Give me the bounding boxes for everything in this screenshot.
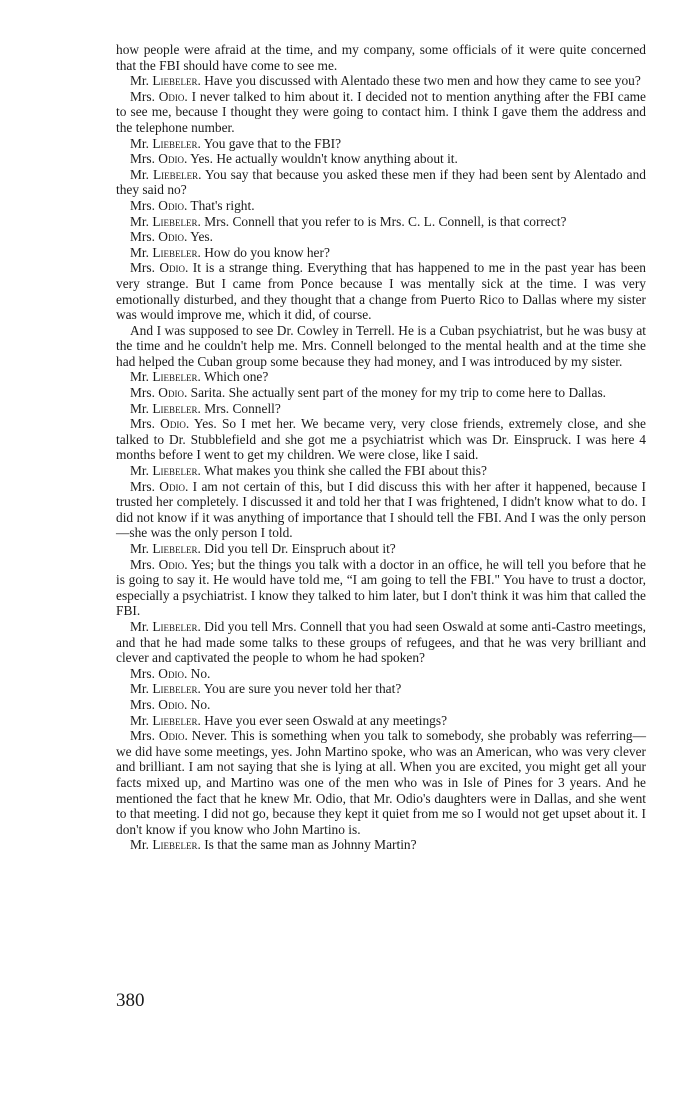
testimony-paragraph bbox=[116, 323, 646, 370]
paragraph-text: Yes. He actually wouldn't know anything about it. bbox=[187, 151, 458, 167]
speaker-title: Mr. bbox=[130, 712, 153, 728]
speaker-name: Odio. bbox=[158, 556, 188, 572]
testimony-paragraph bbox=[116, 214, 646, 230]
speaker-name: Odio. bbox=[158, 385, 188, 401]
speaker-name: Liebeler. bbox=[152, 135, 201, 151]
testimony-paragraph bbox=[116, 42, 646, 73]
testimony-paragraph bbox=[116, 416, 646, 463]
testimony-paragraph bbox=[116, 713, 646, 729]
testimony-paragraph bbox=[116, 666, 646, 682]
speaker-title: Mrs. bbox=[130, 229, 159, 245]
testimony-paragraph bbox=[116, 385, 646, 401]
speaker-name: Liebeler. bbox=[152, 244, 201, 260]
testimony-paragraph bbox=[116, 479, 646, 541]
testimony-paragraph bbox=[116, 463, 646, 479]
speaker-title: Mr. bbox=[130, 541, 153, 556]
paragraph-text: Never. This is something when you talk to somebody, she probably was referring—we did have some meetings, yes. John Martino spoke, who was an American, who was very clever and brilliant. I am not saying that she is lying at all. When you are excited, you might get all your facts mixed up, and Martino was one of the men who was in Isle of Pines for 3 years. And he mentioned the fact that he knew Mr. Odio, that Mr. Odio's daughters were in Dallas, and she went to that meeting. I did not go, because they kept it quiet from me so I would not get upset about it. I don't know if you know who John Martino is. bbox=[116, 728, 646, 837]
speaker-name: Odio. bbox=[158, 696, 188, 712]
testimony-paragraph bbox=[116, 167, 646, 198]
paragraph-text: That's right. bbox=[187, 197, 255, 213]
paragraph-text: Mrs. Connell? bbox=[200, 400, 281, 416]
paragraph-text: Yes. bbox=[187, 229, 213, 245]
speaker-name: Odio. bbox=[159, 260, 189, 276]
testimony-paragraph bbox=[116, 89, 646, 136]
speaker-title: Mr. bbox=[130, 244, 153, 260]
paragraph-text: Did you tell Mrs. Connell that you had seen Oswald at some anti-Castro meetings, and that he had made some talks to these groups of refugees, and that he was very brilliant and clever and captivated the people to whom he had spoken? bbox=[116, 618, 647, 666]
paragraph-text: I never talked to him about it. I decided not to mention anything after the FBI came to see me, because I thought they were going to contact him. I think I gave them the address and the telephone number. bbox=[116, 88, 646, 135]
speaker-name: Odio. bbox=[158, 88, 188, 104]
speaker-title: Mr. bbox=[130, 681, 153, 697]
page-number: 380 bbox=[116, 990, 145, 1011]
testimony-paragraph bbox=[116, 541, 646, 557]
paragraph-text: And I was supposed to see Dr. Cowley in Terrell. He is a Cuban psychiatrist, but he was busy at the time and he couldn't help me. Mrs. Connell belonged to the mental health and at the time she had helped the Cuban group some because they had money, and I was introduced by my sister. bbox=[116, 322, 646, 369]
speaker-name: Liebeler. bbox=[152, 213, 201, 229]
testimony-paragraph bbox=[116, 73, 646, 89]
speaker-name: Liebeler. bbox=[152, 712, 201, 728]
paragraph-text: Is that the same man as Johnny Martin? bbox=[200, 837, 417, 853]
paragraph-text: Which one? bbox=[200, 369, 269, 385]
speaker-title: Mrs. bbox=[130, 728, 159, 744]
paragraph-text: Did you tell Dr. Einspruch about it? bbox=[200, 541, 396, 556]
speaker-title: Mr. bbox=[130, 166, 153, 182]
speaker-title: Mrs. bbox=[130, 197, 159, 213]
speaker-title: Mr. bbox=[130, 618, 153, 634]
paragraph-text: You are sure you never told her that? bbox=[200, 681, 402, 697]
speaker-title: Mr. bbox=[130, 213, 153, 229]
speaker-name: Liebeler. bbox=[152, 681, 201, 697]
paragraph-text: You say that because you asked these men if they had been sent by Alentado and they said no? bbox=[116, 166, 646, 198]
speaker-name: Liebeler. bbox=[152, 166, 202, 182]
speaker-title: Mrs. bbox=[130, 88, 159, 104]
speaker-name: Odio. bbox=[158, 197, 188, 213]
paragraph-text: Yes. So I met her. We became very, very close friends, extremely close, and she talked to Dr. Stubblefield and she got me a psychiatrist which was Dr. Einspruck. I was here 4 months before I went to get my children. We were close, like I said. bbox=[116, 416, 647, 463]
speaker-title: Mr. bbox=[130, 463, 153, 479]
speaker-name: Odio. bbox=[160, 416, 190, 432]
paragraph-text: Mrs. Connell that you refer to is Mrs. C. L. Connell, is that correct? bbox=[200, 213, 567, 229]
testimony-paragraph bbox=[116, 401, 646, 417]
testimony-paragraph bbox=[116, 229, 646, 245]
testimony-paragraph bbox=[116, 369, 646, 385]
speaker-name: Liebeler. bbox=[152, 369, 201, 385]
testimony-paragraph bbox=[116, 697, 646, 713]
paragraph-text: You gave that to the FBI? bbox=[200, 135, 342, 151]
testimony-paragraph bbox=[116, 837, 646, 853]
paragraph-text: No. bbox=[187, 696, 211, 712]
paragraph-text: Yes; but the things you talk with a doctor in an office, he will tell you before that he is going to say it. He would have told me, “I am going to tell the FBI." You have to trust a doctor, especially a psychiatrist. I know they talked to him later, but I don't think it was him that called the FBI. bbox=[116, 556, 646, 619]
testimony-paragraph bbox=[116, 557, 646, 619]
testimony-text bbox=[116, 42, 646, 853]
speaker-title: Mr. bbox=[130, 837, 153, 853]
paragraph-text: Sarita. She actually sent part of the money for my trip to come here to Dallas. bbox=[187, 385, 607, 401]
speaker-title: Mr. bbox=[130, 135, 153, 151]
speaker-title: Mrs. bbox=[130, 478, 160, 494]
speaker-title: Mrs. bbox=[130, 151, 159, 167]
testimony-paragraph bbox=[116, 681, 646, 697]
speaker-title: Mrs. bbox=[130, 260, 160, 276]
paragraph-text: I am not certain of this, but I did discuss this with her after it happened, because I trusted her completely. I discussed it and told her that I was frightened, I didn't know what to do. I did not know if it was anything of importance that I should tell the FBI. And I was the only person—she was the only person I told. bbox=[116, 478, 646, 541]
paragraph-text: It is a strange thing. Everything that has happened to me in the past year has been very strange. But I came from Ponce because I was mentally sick at the time. I was very emotionally disturbed, and they thought that a change from Puerto Rico to Dallas where my sister was would improve me, which it did, of course. bbox=[116, 260, 646, 323]
speaker-title: Mrs. bbox=[130, 696, 159, 712]
paragraph-text: No. bbox=[187, 665, 211, 681]
paragraph-text: Have you ever seen Oswald at any meetings? bbox=[200, 712, 448, 728]
speaker-name: Odio. bbox=[158, 665, 188, 681]
testimony-paragraph bbox=[116, 198, 646, 214]
paragraph-text: how people were afraid at the time, and my company, some officials of it were quite concerned that the FBI should have come to see me. bbox=[116, 42, 646, 73]
speaker-name: Liebeler. bbox=[152, 837, 201, 853]
speaker-title: Mrs. bbox=[130, 665, 159, 681]
testimony-paragraph bbox=[116, 151, 646, 167]
speaker-name: Liebeler. bbox=[152, 400, 201, 416]
speaker-title: Mrs. bbox=[130, 556, 159, 572]
testimony-paragraph bbox=[116, 245, 646, 261]
speaker-name: Odio. bbox=[158, 728, 188, 744]
speaker-title: Mr. bbox=[130, 369, 153, 385]
speaker-name: Odio. bbox=[158, 229, 188, 245]
paragraph-text: What makes you think she called the FBI about this? bbox=[200, 463, 487, 479]
speaker-name: Odio. bbox=[159, 478, 189, 494]
speaker-title: Mrs. bbox=[130, 416, 161, 432]
speaker-title: Mrs. bbox=[130, 385, 159, 401]
speaker-name: Odio. bbox=[158, 151, 188, 167]
speaker-name: Liebeler. bbox=[152, 463, 201, 479]
testimony-paragraph bbox=[116, 136, 646, 152]
speaker-title: Mr. bbox=[130, 400, 153, 416]
paragraph-text: Have you discussed with Alentado these two men and how they came to see you? bbox=[200, 73, 641, 89]
speaker-title: Mr. bbox=[130, 73, 153, 89]
speaker-name: Liebeler. bbox=[152, 541, 201, 556]
speaker-name: Liebeler. bbox=[152, 73, 201, 89]
speaker-name: Liebeler. bbox=[152, 618, 201, 634]
testimony-paragraph bbox=[116, 728, 646, 837]
paragraph-text: How do you know her? bbox=[200, 244, 330, 260]
testimony-paragraph bbox=[116, 260, 646, 322]
testimony-paragraph bbox=[116, 619, 646, 666]
